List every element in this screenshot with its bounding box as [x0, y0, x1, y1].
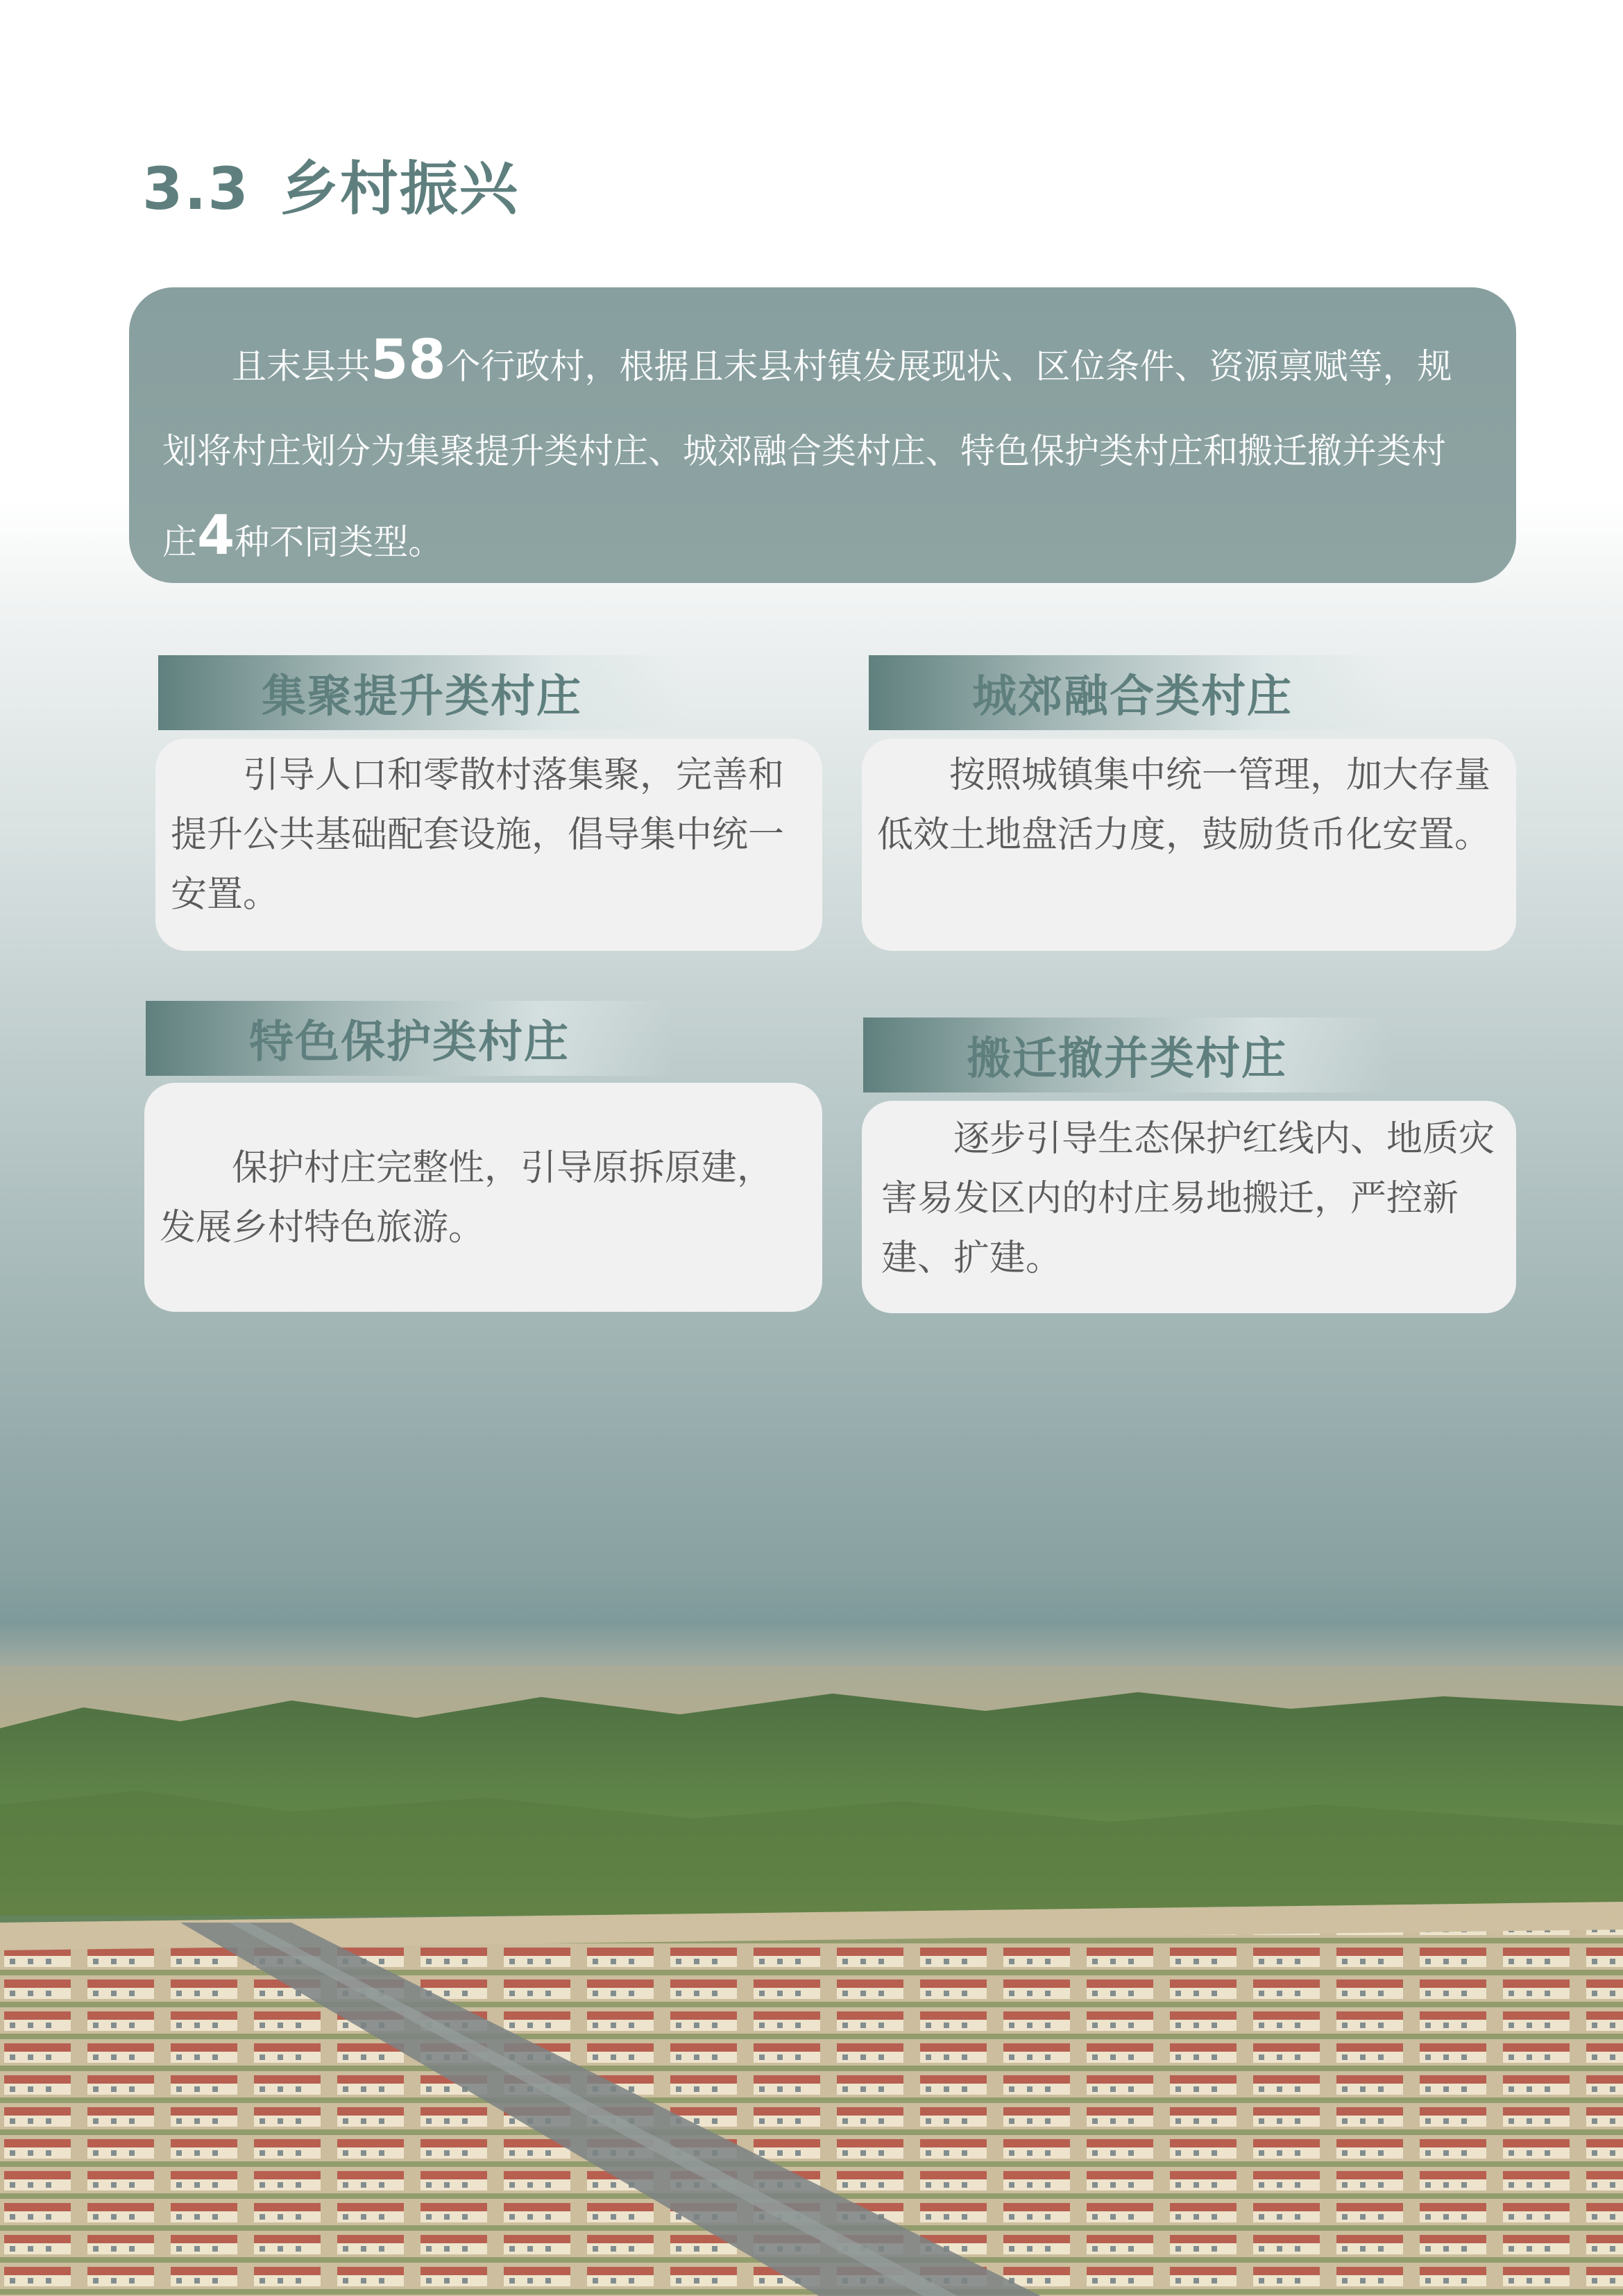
village-aerial-photo	[0, 1624, 1623, 2296]
card-text-cluster: 引导人口和零散村落集聚，完善和提升公共基础配套设施，倡导集中统一安置。	[171, 754, 785, 915]
section-heading	[142, 142, 519, 226]
card-text-relocation: 逐步引导生态保护红线内、地质灾害易发区内的村庄易地搬迁，严控新建、扩建。	[881, 1118, 1495, 1279]
card-header-cluster	[158, 655, 686, 730]
card-text-heritage: 保护村庄完整性，引导原拆原建，发展乡村特色旅游。	[160, 1147, 774, 1249]
card-body-relocation	[862, 1101, 1516, 1313]
village-count: 58	[371, 329, 446, 391]
section-number: 3.3	[142, 155, 250, 223]
card-title-relocation: 搬迁撤并类村庄	[967, 1033, 1287, 1085]
card-body-cluster	[155, 738, 822, 951]
intro-text-1: 且末县共	[232, 346, 371, 387]
card-title-suburban: 城郊融合类村庄	[972, 671, 1293, 723]
card-text-suburban: 按照城镇集中统一管理，加大存量低效土地盘活力度，鼓励货币化安置。	[877, 754, 1491, 856]
section-title: 乡村振兴	[280, 155, 519, 223]
card-header-heritage	[146, 1001, 673, 1076]
card-body-heritage	[144, 1083, 822, 1312]
intro-box	[129, 287, 1516, 583]
intro-text-3: 种不同类型。	[235, 522, 443, 562]
card-title-heritage: 特色保护类村庄	[249, 1017, 570, 1068]
card-title-cluster: 集聚提升类村庄	[262, 671, 582, 723]
card-header-suburban	[869, 655, 1396, 730]
card-body-suburban	[862, 738, 1516, 951]
intro-paragraph	[162, 318, 1468, 584]
type-count: 4	[197, 505, 235, 567]
intro-text-2: 个行政村，根据且末县村镇发展现状、区位条件、资源禀赋等，规划将村庄划分为集聚提升类村庄、城郊融合类村庄、特色保护类村庄和搬迁撤并类村庄	[162, 346, 1452, 562]
card-header-relocation	[863, 1018, 1391, 1092]
